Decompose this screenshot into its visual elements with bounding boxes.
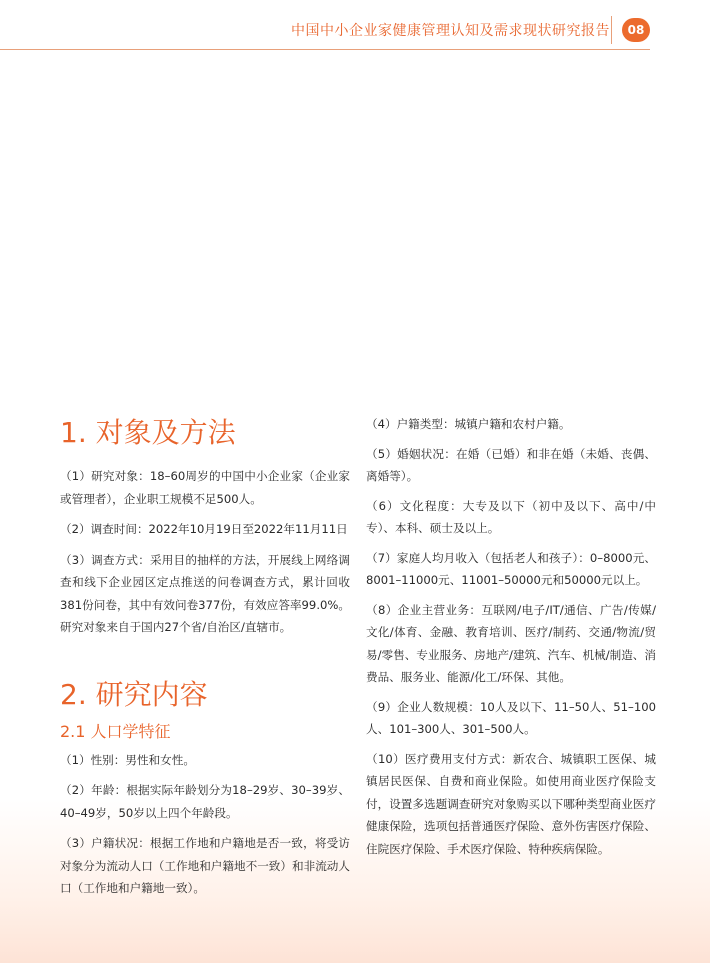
section-1-item-2: （2）调查时间：2022年10月19日至2022年11月11日: [60, 522, 348, 536]
subsection-2-1-title: 2.1 人口学特征: [60, 721, 171, 741]
right-column: [366, 413, 656, 867]
section-2-item-8: （8）企业主营业务：互联网/电子/IT/通信、广告/传媒/文化/体育、金融、教育培训、医疗/制药、交通/物流/贸易/零售、专业服务、房地产/建筑、汽车、机械/制造、消费品、服务业、能源/化工/环保、其他。: [366, 602, 656, 684]
section-2-item-7: （7）家庭人均月收入（包括老人和孩子）：0–8000元、8001–11000元、11001–50000元和50000元以上。: [366, 550, 656, 587]
section-2-item-9: （9）企业人数规模：10人及以下、11–50人、51–100人、101–300人、301–500人。: [366, 699, 656, 736]
section-1-item-3: （3）调查方式：采用目的抽样的方法，开展线上网络调查和线下企业园区定点推送的问卷调查方式，累计回收381份问卷，其中有效问卷377份，有效应答率99.0%。研究对象来自于国内27个省/自治区/直辖市。: [60, 552, 350, 634]
header-separator: [611, 16, 612, 44]
section-1-title: 1. 对象及方法: [60, 416, 236, 449]
page-number-badge: 08: [622, 18, 650, 42]
section-2-item-2: （2）年龄：根据实际年龄划分为18–29岁、30–39岁、40–49岁，50岁以上四个年龄段。: [60, 783, 350, 820]
section-2-item-6: （6）文化程度：大专及以下（初中及以下、高中/中专）、本科、硕士及以上。: [366, 498, 656, 535]
section-2-item-10: （10）医疗费用支付方式：新农合、城镇职工医保、城镇居民医保、自费和商业保险。如使用商业医疗保险支付，设置多选题调查研究对象购买以下哪种类型商业医疗健康保险，选项包括普通医疗保险、意外伤害医疗保险、住院医疗保险、手术医疗保险、特种疾病保险。: [366, 751, 656, 856]
section-2-item-5: （5）婚姻状况：在婚（已婚）和非在婚（未婚、丧偶、离婚等）。: [366, 446, 656, 483]
section-2-title: 2. 研究内容: [60, 677, 208, 711]
section-1-item-1: （1）研究对象：18–60周岁的中国中小企业家（企业家或管理者），企业职工规模不足500人。: [60, 469, 350, 506]
section-2-item-3: （3）户籍状况：根据工作地和户籍地是否一致，将受访对象分为流动人口（工作地和户籍地不一致）和非流动人口（工作地和户籍地一致）。: [60, 836, 350, 895]
left-column: [60, 415, 350, 908]
report-header-title: 中国中小企业家健康管理认知及需求现状研究报告: [291, 23, 610, 39]
section-2-item-1: （1）性别：男性和女性。: [60, 752, 195, 767]
header-rule: [0, 49, 650, 50]
section-2-item-4: （4）户籍类型：城镇户籍和农村户籍。: [366, 417, 571, 431]
